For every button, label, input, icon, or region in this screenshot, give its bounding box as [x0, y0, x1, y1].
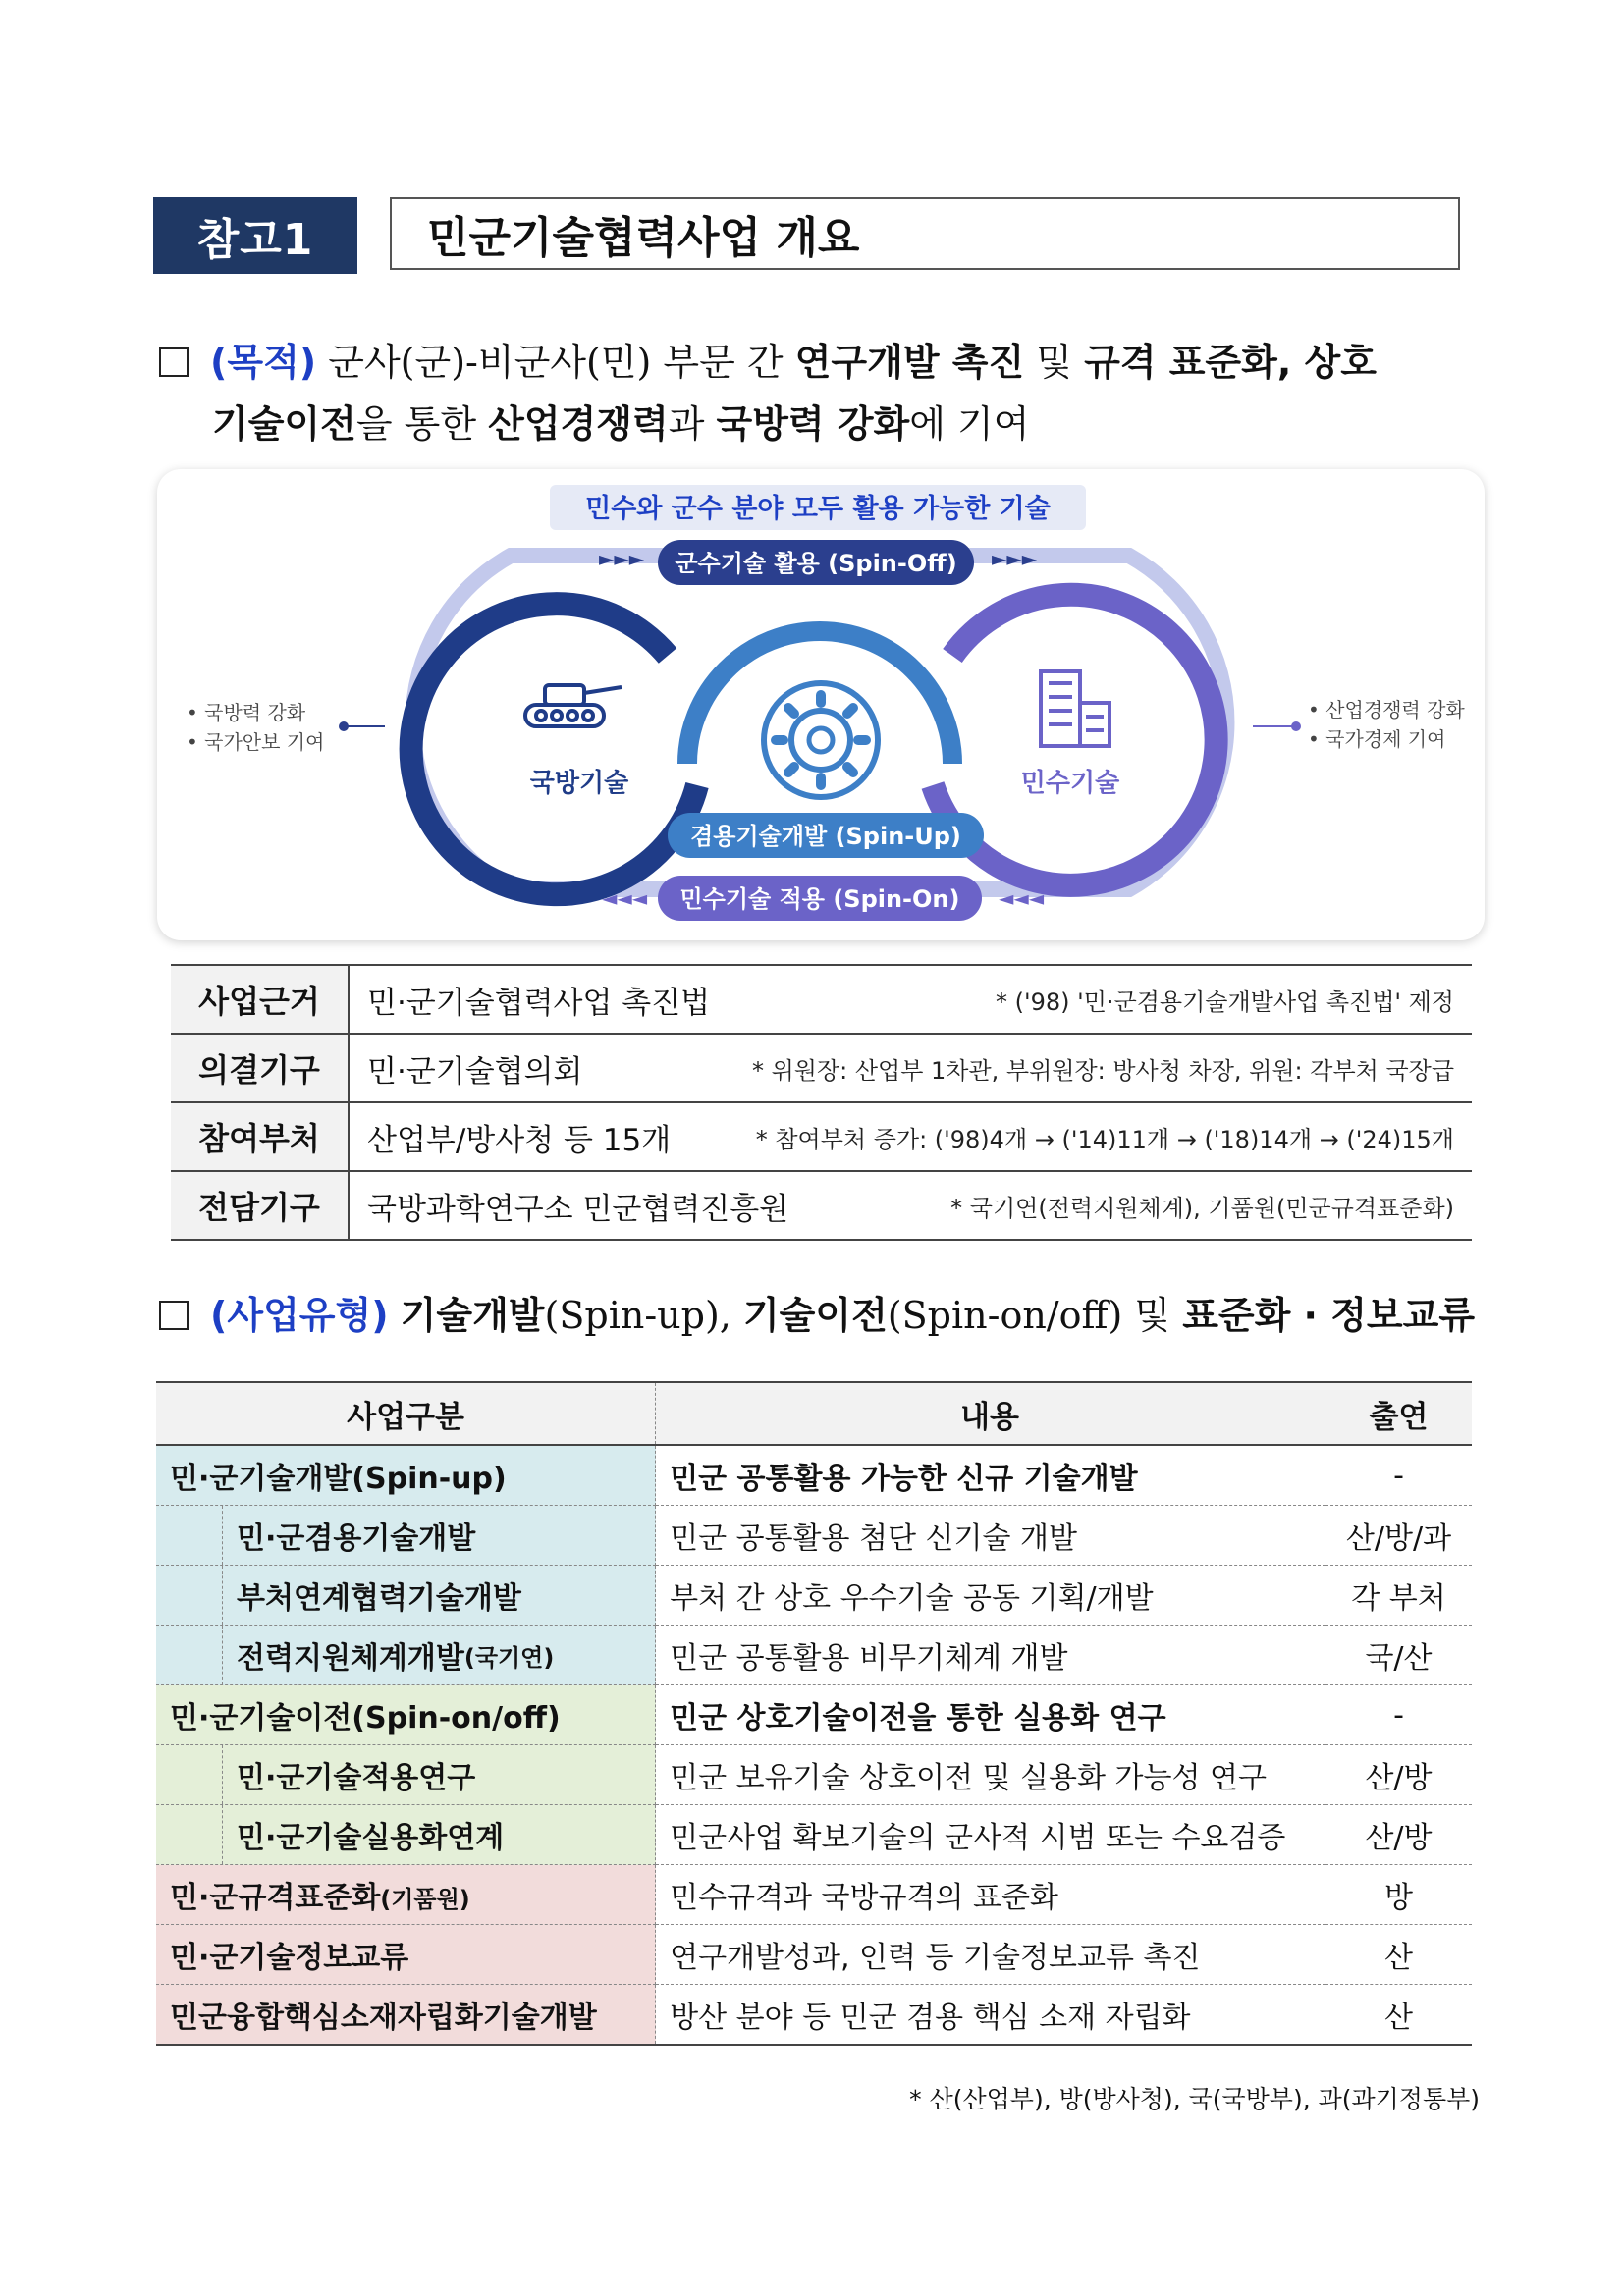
biz-content: 민군사업 확보기술의 군사적 시범 또는 수요검증 — [656, 1805, 1325, 1865]
biz-name: 민·군겸용기술개발 — [237, 1522, 476, 1556]
purpose-run: 에 기여 — [909, 402, 1030, 446]
biz-type-line — [159, 1286, 1475, 1345]
checkbox-bullet-icon — [159, 347, 189, 377]
biz-name: 민·군기술개발(Spin-up) — [156, 1445, 656, 1506]
biz-name-cell — [156, 1745, 656, 1805]
biz-row-sub — [156, 1506, 1472, 1566]
biz-fund: 산 — [1325, 1925, 1472, 1985]
biz-name: 민·군기술적용연구 — [237, 1761, 476, 1795]
info-value-cell — [349, 1034, 1472, 1102]
biz-table — [156, 1381, 1472, 2046]
purpose-line-2 — [212, 395, 1029, 454]
biz-type-run: 및 — [1134, 1294, 1183, 1337]
header-fund: 출연 — [1325, 1382, 1472, 1445]
info-key: 참여부처 — [171, 1102, 349, 1171]
biz-content: 민군 보유기술 상호이전 및 실용화 가능성 연구 — [656, 1745, 1325, 1805]
biz-content: 방산 분야 등 민군 겸용 핵심 소재 자립화 — [656, 1985, 1325, 2046]
biz-content: 부처 간 상호 우수기술 공동 기획/개발 — [656, 1566, 1325, 1626]
purpose-text-1 — [328, 341, 1377, 384]
info-row — [171, 1034, 1472, 1102]
page-title: 민군기술협력사업 개요 — [390, 197, 1460, 270]
biz-type-run: 기술개발 — [400, 1294, 545, 1337]
purpose-run: 규격 표준화, 상호 — [1084, 341, 1377, 384]
biz-fund: - — [1325, 1685, 1472, 1745]
biz-type-run: 기술이전 — [742, 1294, 888, 1337]
purpose-run: 국방력 강화 — [716, 402, 910, 446]
right-note-2: • 국가경제 기여 — [1308, 727, 1446, 751]
info-value-cell — [349, 1171, 1472, 1240]
spin-on-label: 민수기술 적용 (Spin-On) — [679, 885, 960, 913]
biz-fund: 산/방 — [1325, 1745, 1472, 1805]
arrow-left-icon: ◄◄◄ — [999, 886, 1045, 910]
biz-fund: - — [1325, 1445, 1472, 1506]
reference-badge: 참고1 — [153, 197, 357, 274]
purpose-text-2 — [212, 402, 1029, 446]
biz-name-cell — [156, 1506, 656, 1566]
purpose-line-1 — [159, 333, 1377, 392]
info-table — [171, 964, 1472, 1241]
biz-content: 민군 공통활용 첨단 신기술 개발 — [656, 1506, 1325, 1566]
biz-name-cell — [156, 1865, 656, 1925]
biz-name: 민·군기술이전(Spin-on/off) — [156, 1685, 656, 1745]
purpose-run: 및 — [1024, 341, 1085, 384]
left-note-1: • 국방력 강화 — [187, 701, 306, 724]
biz-type-run: (Spin-up), — [544, 1294, 743, 1337]
spin-diagram-svg — [157, 469, 1485, 940]
footnote: * 산(산업부), 방(방사청), 국(국방부), 과(과기정통부) — [909, 2085, 1480, 2113]
biz-fund: 산 — [1325, 1985, 1472, 2046]
info-key: 전담기구 — [171, 1171, 349, 1240]
biz-name: 민·군기술정보교류 — [156, 1925, 656, 1985]
biz-content: 민군 상호기술이전을 통한 실용화 연구 — [656, 1685, 1325, 1745]
header-content: 내용 — [656, 1382, 1325, 1445]
spin-diagram — [157, 469, 1485, 940]
biz-type-run: 표준화 · 정보교류 — [1182, 1294, 1476, 1337]
left-dot — [339, 721, 349, 731]
defense-ring — [411, 604, 697, 894]
info-note: * 국기연(전력지원체계), 기품원(민군규격표준화) — [950, 1194, 1454, 1222]
purpose-run: 기술이전 — [212, 402, 356, 446]
biz-content: 민군 공통활용 가능한 신규 기술개발 — [656, 1445, 1325, 1506]
biz-name: 부처연계협력기술개발 — [237, 1581, 521, 1616]
info-key: 의결기구 — [171, 1034, 349, 1102]
biz-fund: 각 부처 — [1325, 1566, 1472, 1626]
purpose-run: 산업경쟁력 — [488, 402, 669, 446]
civil-label: 민수기술 — [1020, 769, 1120, 798]
biz-row-sub — [156, 1626, 1472, 1685]
header-category: 사업구분 — [156, 1382, 656, 1445]
biz-name: 민·군기술실용화연계 — [237, 1821, 505, 1855]
biz-row-sub — [156, 1745, 1472, 1805]
defense-label: 국방기술 — [529, 769, 629, 798]
biz-name-cell — [156, 1805, 656, 1865]
info-value-cell — [349, 965, 1472, 1034]
biz-row-main — [156, 1865, 1472, 1925]
biz-type-run: (Spin-on/off) — [887, 1294, 1135, 1337]
top-banner-text: 민수와 군수 분야 모두 활용 가능한 기술 — [585, 494, 1051, 524]
info-value: 국방과학연구소 민군협력진흥원 — [367, 1191, 789, 1227]
biz-type-tag: (사업유형) — [210, 1294, 389, 1337]
left-note-2: • 국가안보 기여 — [187, 730, 325, 754]
info-key: 사업근거 — [171, 965, 349, 1034]
info-note: * ('98) '민·군겸용기술개발사업 촉진법' 제정 — [996, 988, 1454, 1016]
gear-icon — [764, 683, 878, 797]
building-icon — [1041, 671, 1109, 746]
biz-row-main — [156, 1925, 1472, 1985]
biz-name: 민·군규격표준화 — [170, 1881, 381, 1915]
arrow-left-icon: ◄◄◄ — [602, 886, 648, 910]
checkbox-bullet-icon — [159, 1301, 189, 1330]
arrow-right-icon: ►►► — [992, 547, 1038, 570]
biz-name-cell — [156, 1626, 656, 1685]
info-row — [171, 965, 1472, 1034]
biz-fund: 산/방 — [1325, 1805, 1472, 1865]
purpose-run: 연구개발 촉진 — [794, 341, 1025, 384]
tank-icon — [525, 685, 622, 726]
info-note: * 위원장: 산업부 1차관, 부위원장: 방사청 차장, 위원: 각부처 국장급 — [751, 1056, 1454, 1085]
biz-row-sub — [156, 1566, 1472, 1626]
biz-fund: 산/방/과 — [1325, 1506, 1472, 1566]
info-value: 민·군기술협의회 — [367, 1053, 583, 1090]
biz-row-sub — [156, 1805, 1472, 1865]
arrow-right-icon: ►►► — [599, 547, 645, 570]
biz-row-main — [156, 1985, 1472, 2046]
biz-fund: 방 — [1325, 1865, 1472, 1925]
purpose-run: 과 — [668, 402, 717, 446]
purpose-tag: (목적) — [210, 341, 317, 384]
biz-content: 민군 공통활용 비무기체계 개발 — [656, 1626, 1325, 1685]
right-dot — [1291, 721, 1301, 731]
biz-content: 연구개발성과, 인력 등 기술정보교류 촉진 — [656, 1925, 1325, 1985]
purpose-run: 을 통한 — [355, 402, 489, 446]
spin-off-label: 군수기술 활용 (Spin-Off) — [675, 550, 957, 577]
info-row — [171, 1102, 1472, 1171]
right-note-1: • 산업경쟁력 강화 — [1308, 698, 1465, 721]
biz-header-row — [156, 1382, 1472, 1445]
biz-name: 전력지원체계개발 — [237, 1641, 464, 1676]
info-row — [171, 1171, 1472, 1240]
purpose-run: 군사(군)-비군사(민) 부문 간 — [328, 341, 795, 384]
biz-name-small: (국기연) — [463, 1643, 555, 1672]
biz-type-text — [401, 1294, 1475, 1337]
biz-name: 민군융합핵심소재자립화기술개발 — [156, 1985, 656, 2046]
info-value-cell — [349, 1102, 1472, 1171]
biz-content: 민수규격과 국방규격의 표준화 — [656, 1865, 1325, 1925]
biz-name-cell — [156, 1566, 656, 1626]
biz-row-main — [156, 1685, 1472, 1745]
info-value: 산업부/방사청 등 15개 — [367, 1122, 672, 1158]
info-note: * 참여부처 증가: ('98)4개 → ('14)11개 → ('18)14개 → ('24)15개 — [755, 1125, 1454, 1153]
spin-up-label: 겸용기술개발 (Spin-Up) — [690, 823, 961, 850]
biz-name-small: (기품원) — [380, 1886, 470, 1913]
biz-row-main — [156, 1445, 1472, 1506]
info-value: 민·군기술협력사업 촉진법 — [367, 985, 711, 1021]
biz-fund: 국/산 — [1325, 1626, 1472, 1685]
